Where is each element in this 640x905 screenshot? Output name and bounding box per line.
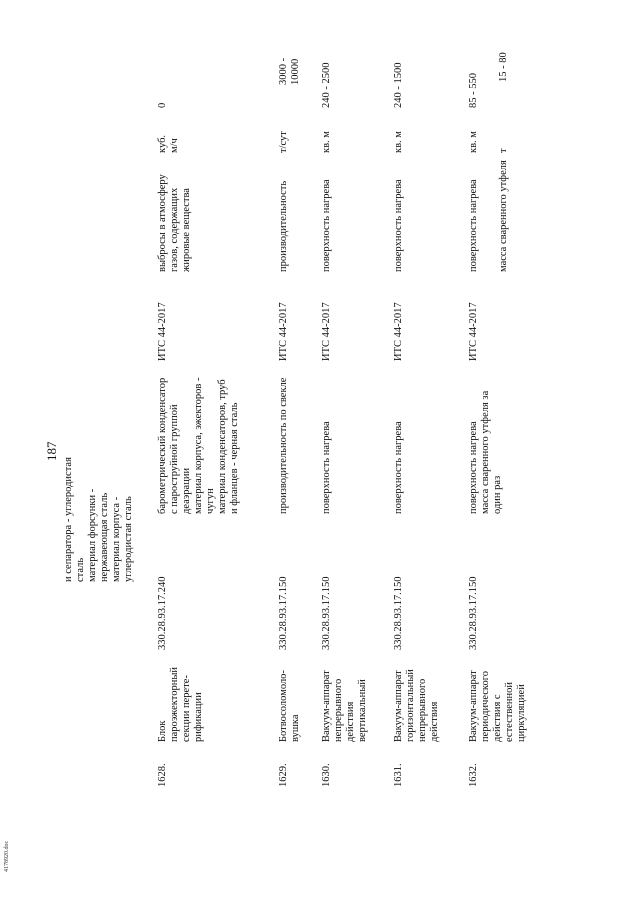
row-number: 1628. [157, 763, 168, 787]
row-number: 1632. [468, 763, 479, 787]
equipment-name: Блок пароэжекторный секции перете- рификации [157, 666, 204, 742]
equipment-name: Вакуум-аппарат непрерывного действия вертикальный [321, 670, 368, 742]
indicator: поверхность нагрева [393, 179, 404, 272]
its-reference: ИТС 44-2017 [157, 302, 168, 361]
indicator: поверхность нагрева [468, 179, 479, 272]
indicator: поверхность нагрева [321, 179, 332, 272]
okpd-code: 330.28.93.17.150 [321, 576, 332, 650]
unit: кв. м [321, 131, 332, 153]
technical-parameters: поверхность нагрева [321, 421, 332, 514]
technical-parameters: поверхность нагрева масса сваренного утфеля за один раз [468, 390, 503, 514]
its-reference: ИТС 44-2017 [278, 302, 289, 361]
indicator-secondary: масса сваренного утфеля [498, 160, 509, 272]
continued-parameters: и сепаратора - углеродистая сталь материал форсунки - нержавеющая сталь материал корпуса - углеродистая сталь [63, 457, 134, 582]
unit: кв. м [468, 131, 479, 153]
value: 3000 - 10000 [278, 57, 301, 85]
value: 85 - 550 [468, 73, 479, 108]
equipment-name: Вакуум-аппарат периодического действия с естественной циркуляцией [468, 670, 527, 742]
okpd-code: 330.28.93.17.150 [278, 576, 289, 650]
row-number: 1629. [278, 763, 289, 787]
page-number: 187 [44, 441, 59, 461]
row-number: 1630. [321, 763, 332, 787]
technical-parameters: барометрический конденсатор с пароструйной группой деаэрации материал корпуса, эжекторов - чугун материал конденсаторов, труб и фланцев - черная сталь [157, 377, 240, 514]
footer-filename: 4178920.doc [4, 840, 10, 872]
equipment-name: Ботвосоломоло- вушка [278, 670, 301, 742]
indicator: выбросы в атмосферу газов, содержащих жировые вещества [157, 174, 192, 272]
unit: т/сут [278, 131, 289, 153]
unit-secondary: т [498, 148, 509, 153]
value: 240 - 1500 [393, 62, 404, 108]
unit: куб. м/ч [157, 134, 180, 153]
its-reference: ИТС 44-2017 [468, 302, 479, 361]
indicator: производительность [278, 180, 289, 272]
equipment-name: Вакуум-аппарат горизонтальный непрерывного действия [393, 669, 440, 742]
value: 0 [157, 102, 168, 108]
okpd-code: 330.28.93.17.150 [468, 576, 479, 650]
okpd-code: 330.28.93.17.150 [393, 576, 404, 650]
value: 240 - 2500 [321, 62, 332, 108]
value-secondary: 15 - 80 [498, 52, 509, 82]
technical-parameters: поверхность нагрева [393, 421, 404, 514]
unit: кв. м [393, 131, 404, 153]
its-reference: ИТС 44-2017 [321, 302, 332, 361]
row-number: 1631. [393, 763, 404, 787]
technical-parameters: производительность по свекле [278, 377, 289, 514]
its-reference: ИТС 44-2017 [393, 302, 404, 361]
okpd-code: 330.28.93.17.240 [157, 576, 168, 650]
